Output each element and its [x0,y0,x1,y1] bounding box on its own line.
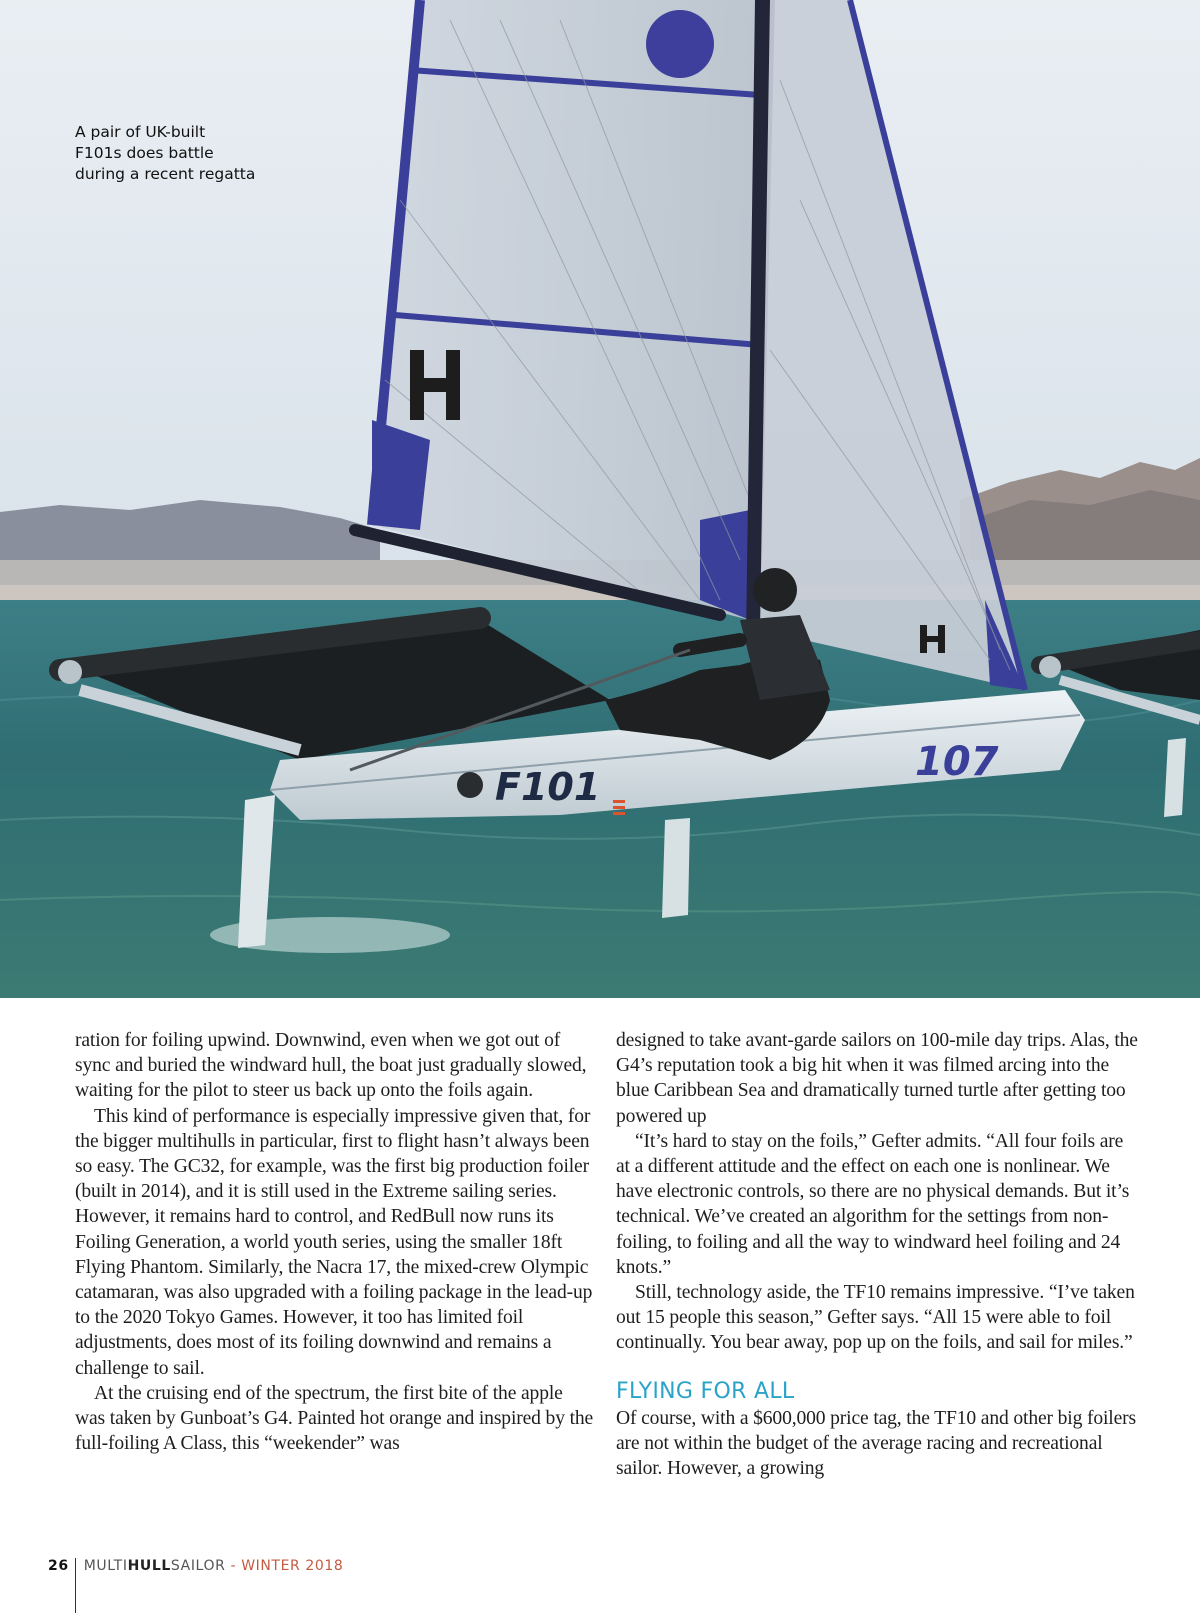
issue-label: WINTER 2018 [241,1558,344,1574]
publication-name-part: SAILOR [170,1558,226,1574]
paragraph: ration for foiling upwind. Downwind, even when we got out of sync and buried the windward hull, the boat just gradually slowed, waiting for the pilot to steer us back up onto the foils again. [75,1030,587,1102]
publication-name-part: HULL [127,1558,171,1574]
article-column-right [616,1028,1138,1481]
page-footer [48,1558,343,1613]
footer-divider [75,1558,76,1613]
photo-caption: A pair of UK-built F101s does battle during a recent regatta [75,123,256,183]
hull-number: 107 [915,739,999,785]
publication-name [84,1558,344,1574]
article-column-left [75,1028,597,1456]
paragraph: This kind of performance is especially impressive given that, for the bigger multihulls in particular, first to flight hasn’t always been so easy. The GC32, for example, was the first big production foiler (built in 2014), and it is still used in the Extreme sailing series. However, it remains hard to control, and RedBull now runs its Foiling Generation, a world youth series, using the smaller 18ft Flying Phantom. Similarly, the Nacra 17, the mixed-crew Olympic catamaran, was also upgraded with a foiling package in the lead-up to the 2020 Tokyo Games. However, it too has limited foil adjustments, does most of its foiling downwind and remains a challenge to sail. [75,1105,593,1379]
page-number: 26 [48,1558,69,1574]
paragraph: Of course, with a $600,000 price tag, the TF10 and other big foilers are not within the budget of the average racing and recreational sailor. However, a growing [616,1407,1136,1480]
paragraph: designed to take avant-garde sailors on 100-mile day trips. Alas, the G4’s reputation took a big hit when it was filmed arcing into the blue Caribbean Sea and dramatically turned turtle after getting too powered up [616,1030,1138,1127]
paragraph: At the cruising end of the spectrum, the first bite of the apple was taken by Gunboat’s G4. Painted hot orange and inspired by the full-foiling A Class, this “weekender” was [75,1382,594,1455]
section-subhead: FLYING FOR ALL [616,1378,795,1404]
footer-separator: - [225,1558,242,1574]
hull-logo: F101 [495,765,601,809]
publication-name-part: MULTI [83,1558,128,1574]
paragraph: Still, technology aside, the TF10 remains impressive. “I’ve taken out 15 people this season,” Gefter says. “All 15 were able to foil continually. You bear away, pop up on the foils, and sail for miles.” [616,1282,1135,1354]
paragraph: “It’s hard to stay on the foils,” Gefter admits. “All four foils are at a different attitude and the effect on each one is nonlinear. We have electronic controls, so there are no physical demands. But it’s technical. We’ve created an algorithm for the settings from non-foiling, to foiling and all the way to windward heel foiling and 24 knots.” [616,1130,1130,1278]
